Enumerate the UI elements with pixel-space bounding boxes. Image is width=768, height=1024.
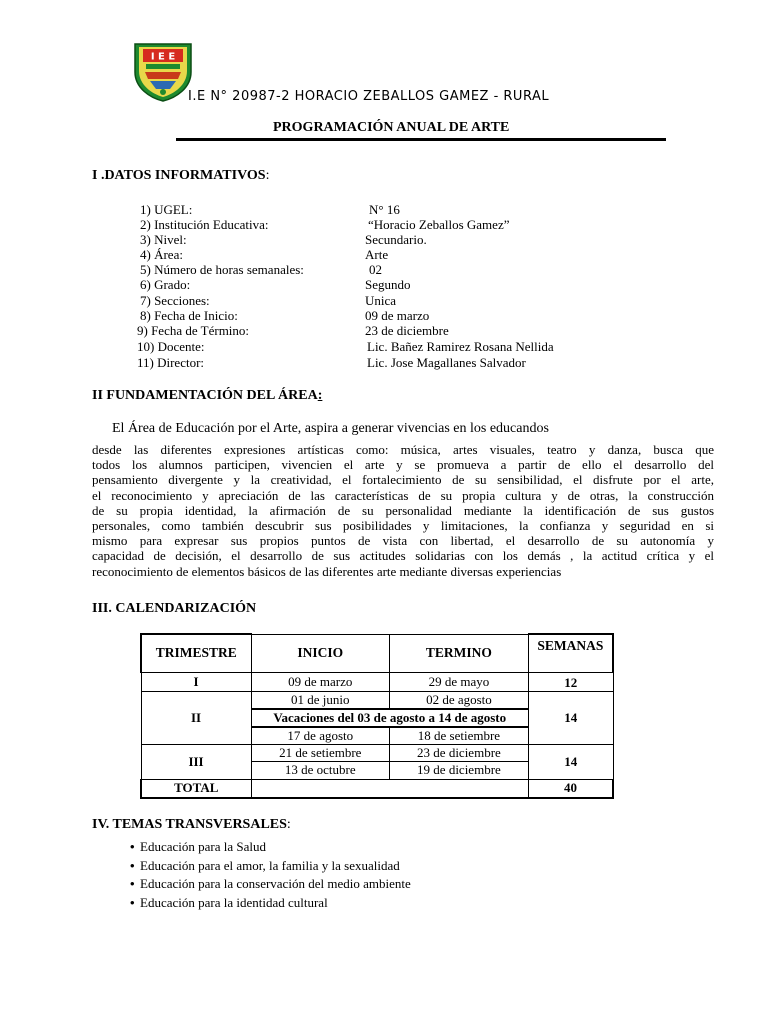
school-name-line: I.E N° 20987-2 HORACIO ZEBALLOS GAMEZ - RURAL <box>188 89 550 104</box>
fundamentacion-intro: El Área de Educación por el Arte, aspira a generar vivencias en los educandos <box>112 421 549 436</box>
info-value-fecha-inicio: 09 de marzo <box>365 308 430 323</box>
info-value-ugel: N° 16 <box>369 202 400 217</box>
info-row-horas: 5) Número de horas semanales: <box>140 262 304 277</box>
info-row-fecha-termino: 9) Fecha de Término: <box>137 323 250 338</box>
header-semanas: SEMANAS <box>528 634 613 672</box>
info-value-docente: Lic. Bañez Ramirez Rosana Nellida <box>367 339 554 354</box>
list-item: • Educación para la identidad cultural <box>130 894 411 913</box>
cell-semanas: 14 <box>528 744 613 779</box>
cell-inicio: 17 de agosto <box>251 727 389 745</box>
paragraph-line: reconocimiento de elementos básicos de las diferentes arte mediante diversas experiencias <box>92 563 562 579</box>
cell-total-value: 40 <box>528 779 613 798</box>
info-row-nivel: 3) Nivel: <box>140 232 187 247</box>
cell-termino: 18 de setiembre <box>389 727 528 745</box>
header-inicio: INICIO <box>251 634 389 672</box>
info-row-director: 11) Director: <box>137 355 205 370</box>
cell-semanas: 12 <box>528 672 613 691</box>
cell-trimestre-ii: II <box>141 691 251 744</box>
cell-trimestre-i: I <box>141 672 251 691</box>
info-value-horas: 02 <box>369 262 382 277</box>
info-value-area: Arte <box>365 247 389 262</box>
temas-list <box>130 838 411 912</box>
cell-total-label: TOTAL <box>141 779 251 798</box>
paragraph-line: mismo para expresar sus propios puntos de vista con libertad, el desarrollo de su autonomía y <box>92 533 714 549</box>
info-value-nivel: Secundario. <box>365 232 427 247</box>
section-title-datos-informativos: I .DATOS INFORMATIVOS: <box>92 168 270 183</box>
paragraph-line: personales, como también descubrir sus posibilidades y limitaciones, la confianza y seguridad en si <box>92 518 714 534</box>
list-item: • Educación para la Salud <box>130 838 411 857</box>
document-title: PROGRAMACIÓN ANUAL DE ARTE <box>273 120 510 135</box>
info-value-director: Lic. Jose Magallanes Salvador <box>367 355 526 370</box>
paragraph-line: capacidad de decisión, el desarrollo de sus actitudes solidarias con los demás , la actitud crítica y el <box>92 548 714 564</box>
info-value-grado: Segundo <box>365 277 411 292</box>
list-item: • Educación para la conservación del medio ambiente <box>130 875 411 894</box>
cell-termino: 29 de mayo <box>389 672 528 691</box>
svg-text:I E E: I E E <box>150 51 176 63</box>
info-value-secciones: Unica <box>365 293 397 308</box>
info-row-fecha-inicio: 8) Fecha de Inicio: <box>140 308 238 323</box>
paragraph-line: desde las diferentes expresiones artísticas como: música, artes visuales, teatro y danza, busca que <box>92 442 714 457</box>
title-underline-divider <box>176 138 666 141</box>
paragraph-line: el reconocimiento y apreciación de las características de su propia cultura y de otras, la construcción <box>92 487 714 503</box>
cell-inicio: 13 de octubre <box>251 761 389 779</box>
info-row-secciones: 7) Secciones: <box>140 293 210 308</box>
vacaciones-row: Vacaciones del 03 de agosto a 14 de agosto <box>251 709 528 727</box>
school-crest-logo <box>132 42 194 102</box>
fundamentacion-paragraph <box>92 442 714 579</box>
info-row-grado: 6) Grado: <box>140 277 191 292</box>
section-title-fundamentacion: II FUNDAMENTACIÓN DEL ÁREA: <box>92 388 323 403</box>
info-row-area: 4) Área: <box>140 247 183 262</box>
cell-inicio: 01 de junio <box>251 691 389 709</box>
info-row-institucion: 2) Institución Educativa: <box>140 217 269 232</box>
calendar-table <box>140 633 614 799</box>
list-item: • Educación para el amor, la familia y la sexualidad <box>130 857 411 876</box>
info-value-institucion: “Horacio Zeballos Gamez” <box>368 217 510 232</box>
section-title-calendarizacion: III. CALENDARIZACIÓN <box>92 601 257 616</box>
cell-termino: 02 de agosto <box>389 691 528 709</box>
header-trimestre: TRIMESTRE <box>141 634 251 672</box>
cell-inicio: 21 de setiembre <box>251 744 389 761</box>
paragraph-line: todos los alumnos participen, vivencien el arte y se promueva a partir de ello el desarrollo del <box>92 457 714 473</box>
cell-total-empty <box>251 779 528 798</box>
info-row-docente: 10) Docente: <box>137 339 205 354</box>
paragraph-line: pensamiento divergente y la creatividad, el fortalecimiento de su sensibilidad, el disfrute por el arte, <box>92 472 714 488</box>
section-title-temas-transversales: IV. TEMAS TRANSVERSALES: <box>92 817 291 832</box>
cell-termino: 19 de diciembre <box>389 761 528 779</box>
cell-inicio: 09 de marzo <box>251 672 389 691</box>
info-value-fecha-termino: 23 de diciembre <box>365 323 449 338</box>
cell-termino: 23 de diciembre <box>389 744 528 761</box>
paragraph-line: de su propia identidad, la afirmación de su personalidad mediante la identificación de sus gustos <box>92 502 714 518</box>
info-row-ugel: 1) UGEL: <box>140 202 193 217</box>
cell-trimestre-iii: III <box>141 744 251 779</box>
header-termino: TERMINO <box>389 634 528 672</box>
cell-semanas: 14 <box>528 691 613 744</box>
